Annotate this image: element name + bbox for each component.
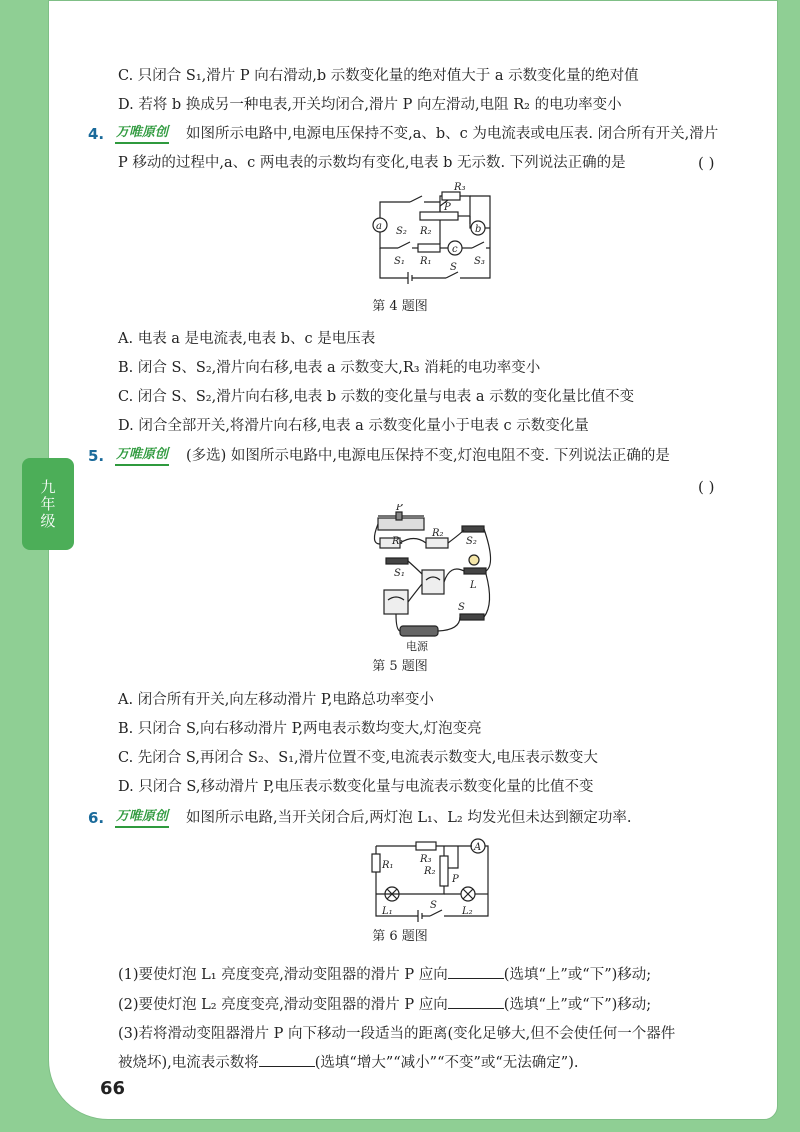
q6-caption: 第 6 题图: [372, 929, 428, 944]
q4-label-a: a: [376, 221, 382, 232]
q5-number: 5.: [88, 447, 105, 465]
q6-sub1-blank[interactable]: [448, 964, 504, 979]
q4-label-b: b: [475, 224, 482, 235]
q5-option-a: A. 闭合所有开关,向左移动滑片 P,电路总功率变小: [118, 692, 434, 708]
q6-sub3-hint: (选填“增大”“减小”“不变”或“无法确定”).: [314, 1055, 579, 1071]
q6-label-l2: L₂: [462, 906, 473, 917]
q6-sub3-line2: [118, 1052, 579, 1073]
q4-label-p: P: [444, 202, 451, 213]
q6-label-r2: R₂: [424, 866, 436, 877]
q4-label-r1: R₁: [420, 256, 432, 267]
q5-label-r2: R₂: [432, 528, 444, 539]
q6-label-l1: L₁: [382, 906, 393, 917]
q6-label-r3: R₃: [420, 854, 432, 865]
q6-label-a: A: [474, 842, 482, 853]
q4-label-s3: S₃: [474, 256, 485, 267]
q5-label-s1: S₁: [394, 568, 405, 579]
q5-label-power: 电源: [406, 640, 428, 653]
q6-label-p: P: [452, 874, 459, 885]
q6-stem-line1: 如图所示电路,当开关闭合后,两灯泡 L₁、L₂ 均发光但未达到额定功率.: [186, 810, 632, 826]
q4-label-s1: S₁: [394, 256, 405, 267]
q6-badge: 万唯原创: [115, 808, 169, 828]
q6-sub3-line1: (3)若将滑动变阻器滑片 P 向下移动一段适当的距离(变化足够大,但不会使任何一个器件: [118, 1026, 676, 1042]
q4-badge: 万唯原创: [115, 124, 169, 144]
q6-sub1-hint: (选填“上”或“下”)移动;: [503, 967, 652, 983]
q6-number: 6.: [88, 809, 105, 827]
q4-label-r2: R₂: [420, 226, 432, 237]
q4-label-s2: S₂: [396, 226, 407, 237]
q5-label-l: L: [470, 580, 477, 591]
q5-badge: 万唯原创: [115, 446, 169, 466]
q5-caption: 第 5 题图: [372, 659, 428, 674]
q6-label-s: S: [430, 900, 437, 911]
q5-label-r1: R₁: [392, 536, 404, 547]
q6-sub1: [118, 964, 651, 985]
q5-circuit-photo: [370, 504, 500, 654]
page-number: 66: [100, 1078, 126, 1099]
q5-stem-line1: (多选) 如图所示电路中,电源电压保持不变,灯泡电阻不变. 下列说法正确的是: [186, 448, 670, 464]
q6-label-r1: R₁: [382, 860, 394, 871]
q5-label-s2: S₂: [466, 536, 477, 547]
q6-sub2-text: (2)要使灯泡 L₂ 亮度变亮,滑动变阻器的滑片 P 应向: [118, 997, 448, 1013]
q4-label-c: c: [452, 244, 458, 255]
q5-option-b: B. 只闭合 S,向右移动滑片 P,两电表示数均变大,灯泡变亮: [118, 721, 482, 737]
q3-option-d: D. 若将 b 换成另一种电表,开关均闭合,滑片 P 向左滑动,电阻 R₂ 的电功率变小: [118, 97, 622, 113]
q4-label-r3: R₃: [454, 182, 466, 193]
q5-label-p: P: [396, 504, 403, 513]
q6-sub2-hint: (选填“上”或“下”)移动;: [503, 997, 652, 1013]
q4-option-b: B. 闭合 S、S₂,滑片向右移,电表 a 示数变大,R₃ 消耗的电功率变小: [118, 360, 541, 376]
q6-circuit-diagram: [368, 838, 492, 922]
q4-option-d: D. 闭合全部开关,将滑片向右移,电表 a 示数变化量小于电表 c 示数变化量: [118, 418, 589, 434]
q3-option-c: C. 只闭合 S₁,滑片 P 向右滑动,b 示数变化量的绝对值大于 a 示数变化量的绝对值: [118, 68, 639, 84]
q4-label-s: S: [450, 262, 457, 273]
q4-circuit-diagram: [360, 182, 510, 292]
q4-answer-paren: ( ): [698, 154, 715, 172]
grade-tab: 九年级: [22, 458, 74, 550]
q4-stem-line1: 如图所示电路中,电源电压保持不变,a、b、c 为电流表或电压表. 闭合所有开关,滑片: [186, 126, 719, 142]
q6-sub2: [118, 994, 651, 1015]
q4-option-a: A. 电表 a 是电流表,电表 b、c 是电压表: [118, 331, 376, 347]
q6-sub2-blank[interactable]: [448, 994, 504, 1009]
q5-label-s: S: [458, 602, 465, 613]
q4-number: 4.: [88, 125, 105, 143]
q5-option-c: C. 先闭合 S,再闭合 S₂、S₁,滑片位置不变,电流表示数变大,电压表示数变大: [118, 750, 598, 766]
q6-sub3-text: 被烧坏),电流表示数将: [118, 1055, 259, 1071]
q4-option-c: C. 闭合 S、S₂,滑片向右移,电表 b 示数的变化量与电表 a 示数的变化量比值不变: [118, 389, 635, 405]
q6-sub3-blank[interactable]: [259, 1052, 315, 1067]
q5-answer-paren: ( ): [698, 478, 715, 496]
q4-stem-line2: P 移动的过程中,a、c 两电表的示数均有变化,电表 b 无示数. 下列说法正确的是: [118, 155, 626, 171]
q4-caption: 第 4 题图: [372, 299, 428, 314]
q5-option-d: D. 只闭合 S,移动滑片 P,电压表示数变化量与电流表示数变化量的比值不变: [118, 779, 594, 795]
q6-sub1-text: (1)要使灯泡 L₁ 亮度变亮,滑动变阻器的滑片 P 应向: [118, 967, 448, 983]
